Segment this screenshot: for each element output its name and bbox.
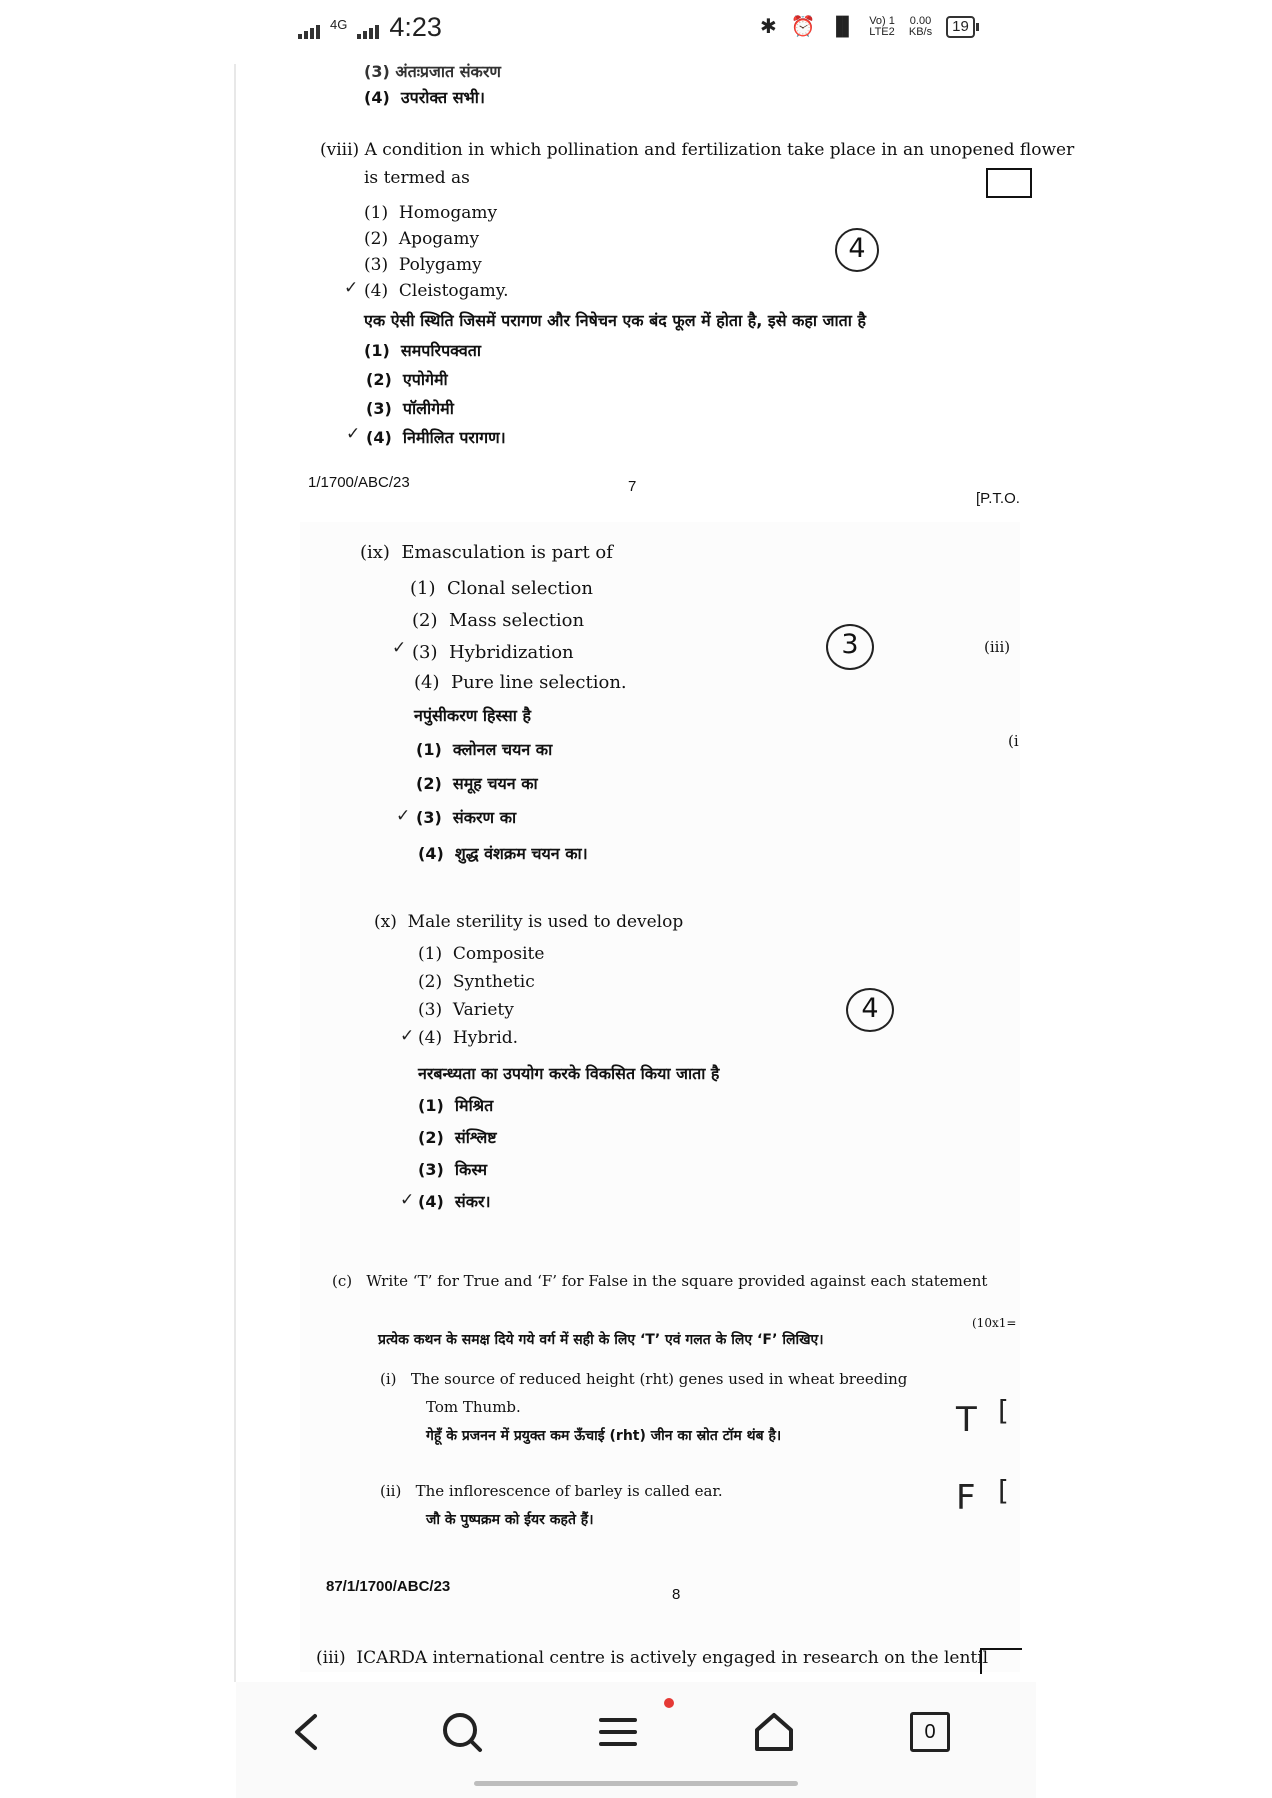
page-number: 7 — [628, 478, 637, 495]
tick-mark: ✓ — [396, 806, 411, 826]
hindi-option-4: (4) संकर। — [418, 1192, 491, 1211]
tick-mark: ✓ — [392, 638, 407, 658]
home-button[interactable] — [744, 1702, 804, 1762]
option-2: (2) Apogamy — [364, 229, 480, 249]
battery-icon: 19 — [946, 16, 975, 38]
back-icon — [289, 1712, 323, 1752]
alarm-icon: ⏰ — [790, 16, 816, 38]
browser-nav-bar — [236, 1682, 1036, 1798]
option-3: (3) Variety — [418, 1000, 514, 1020]
option-1: (1) Homogamy — [364, 203, 498, 223]
handwritten-answer: 4 — [835, 228, 879, 272]
question-viii: (viii) A condition in which pollination and fertilization take place in an unopened flower — [320, 140, 1075, 160]
clock: 4:23 — [389, 12, 442, 42]
vibrate-icon: ▐▌ — [829, 16, 856, 36]
bluetooth-icon: ✱ — [760, 16, 777, 38]
hindi-option-1: (1) क्लोनल चयन का — [416, 740, 553, 759]
statement-i: (i) The source of reduced height (rht) genes used in wheat breeding — [380, 1370, 908, 1388]
prev-option-4: (4) उपरोक्त सभी। — [364, 88, 485, 107]
statement-i-hindi: गेहूँ के प्रजनन में प्रयुक्त कम ऊँचाई (rht) जीन का स्रोत टॉम थंब है। — [426, 1428, 782, 1444]
option-1: (1) Composite — [418, 944, 545, 964]
home-icon — [752, 1710, 796, 1754]
answer-box[interactable] — [980, 1648, 1022, 1674]
search-icon — [440, 1710, 484, 1754]
option-2: (2) Mass selection — [412, 610, 585, 631]
next-question-partial: (iii) ICARDA international centre is actively engaged in research on the lentil — [316, 1648, 989, 1668]
statement-ii: (ii) The inflorescence of barley is called ear. — [380, 1482, 723, 1500]
tick-mark: ✓ — [400, 1026, 415, 1046]
answer-bracket: [ — [998, 1394, 1009, 1427]
menu-button[interactable] — [588, 1702, 648, 1762]
handwritten-answer-t: T — [956, 1400, 977, 1440]
tick-mark: ✓ — [344, 278, 359, 298]
answer-box[interactable] — [986, 168, 1032, 198]
notification-dot — [664, 1698, 674, 1708]
hindi-option-2: (2) समूह चयन का — [416, 774, 538, 793]
option-2: (2) Synthetic — [418, 972, 535, 992]
network-type: 4G — [330, 16, 348, 32]
handwritten-answer: 4 — [846, 988, 894, 1032]
option-3: (3) Hybridization — [412, 642, 574, 663]
option-1: (1) Clonal selection — [410, 578, 593, 599]
tabs-button[interactable] — [900, 1702, 960, 1762]
gesture-handle[interactable] — [474, 1781, 798, 1786]
hindi-question: एक ऐसी स्थिति जिसमें परागण और निषेचन एक बंद फूल में होता है, इसे कहा जाता है — [364, 311, 866, 330]
status-right — [760, 14, 975, 39]
handwritten-answer-f: F — [956, 1478, 976, 1518]
hindi-option-3: (3) संकरण का — [416, 808, 517, 827]
footer-code: 1/1700/ABC/23 — [308, 474, 410, 491]
prev-option-3: (3) अंतःप्रजात संकरण — [364, 62, 501, 81]
document-page — [236, 62, 1075, 1682]
margin-mark: (iii) — [984, 638, 1011, 656]
speed-indicator: 0.00 KB/s — [908, 14, 933, 38]
tick-mark: ✓ — [346, 424, 361, 444]
question-ix: (ix) Emasculation is part of — [360, 542, 613, 563]
marks-label: (10x1= — [972, 1316, 1017, 1330]
footer-code: 87/1/1700/ABC/23 — [326, 1578, 451, 1595]
option-3: (3) Polygamy — [364, 255, 482, 275]
statement-i-line2: Tom Thumb. — [426, 1398, 521, 1416]
back-button[interactable] — [276, 1702, 336, 1762]
signal-icon-2 — [357, 17, 379, 39]
hindi-option-3: (3) पॉलीगेमी — [366, 399, 454, 418]
hindi-option-2: (2) संश्लिष्ट — [418, 1128, 497, 1147]
question-viii-line2: is termed as — [364, 168, 470, 188]
hindi-option-1: (1) समपरिपक्वता — [364, 341, 482, 360]
hindi-instruction: प्रत्येक कथन के समक्ष दिये गये वर्ग में सही के लिए ‘T’ एवं गलत के लिए ‘F’ लिखिए। — [378, 1332, 824, 1348]
hindi-option-1: (1) मिश्रित — [418, 1096, 494, 1115]
search-button[interactable] — [432, 1702, 492, 1762]
option-4: (4) Hybrid. — [418, 1028, 519, 1048]
hindi-option-4: (4) शुद्ध वंशक्रम चयन का। — [418, 844, 588, 863]
tabs-icon — [910, 1712, 950, 1752]
status-bar — [0, 0, 1272, 64]
option-4: (4) Pure line selection. — [414, 672, 627, 693]
hindi-option-2: (2) एपोगेमी — [366, 370, 448, 389]
handwritten-answer: 3 — [826, 624, 874, 670]
hindi-option-4: (4) निमीलित परागण। — [366, 428, 506, 447]
tabs-count: 0 — [924, 1721, 936, 1743]
answer-bracket: [ — [998, 1474, 1009, 1507]
hindi-question: नरबन्ध्यता का उपयोग करके विकसित किया जाता है — [418, 1064, 720, 1083]
status-left — [298, 12, 442, 43]
margin-mark-2: (i — [1008, 732, 1019, 750]
hindi-question: नपुंसीकरण हिस्सा है — [414, 706, 531, 725]
tick-mark: ✓ — [400, 1190, 415, 1210]
pto-label: [P.T.O. — [976, 490, 1020, 507]
section-c: (c) Write ‘T’ for True and ‘F’ for False in the square provided against each statement — [332, 1272, 988, 1290]
hindi-option-3: (3) किस्म — [418, 1160, 488, 1179]
menu-icon — [598, 1714, 638, 1750]
volte-indicator: Vo) 1 LTE2 — [869, 14, 895, 38]
page-number: 8 — [672, 1586, 681, 1603]
question-x: (x) Male sterility is used to develop — [374, 912, 684, 932]
signal-icon — [298, 17, 320, 39]
option-4: (4) Cleistogamy. — [364, 281, 509, 301]
statement-ii-hindi: जौ के पुष्पक्रम को ईयर कहते हैं। — [426, 1512, 594, 1528]
